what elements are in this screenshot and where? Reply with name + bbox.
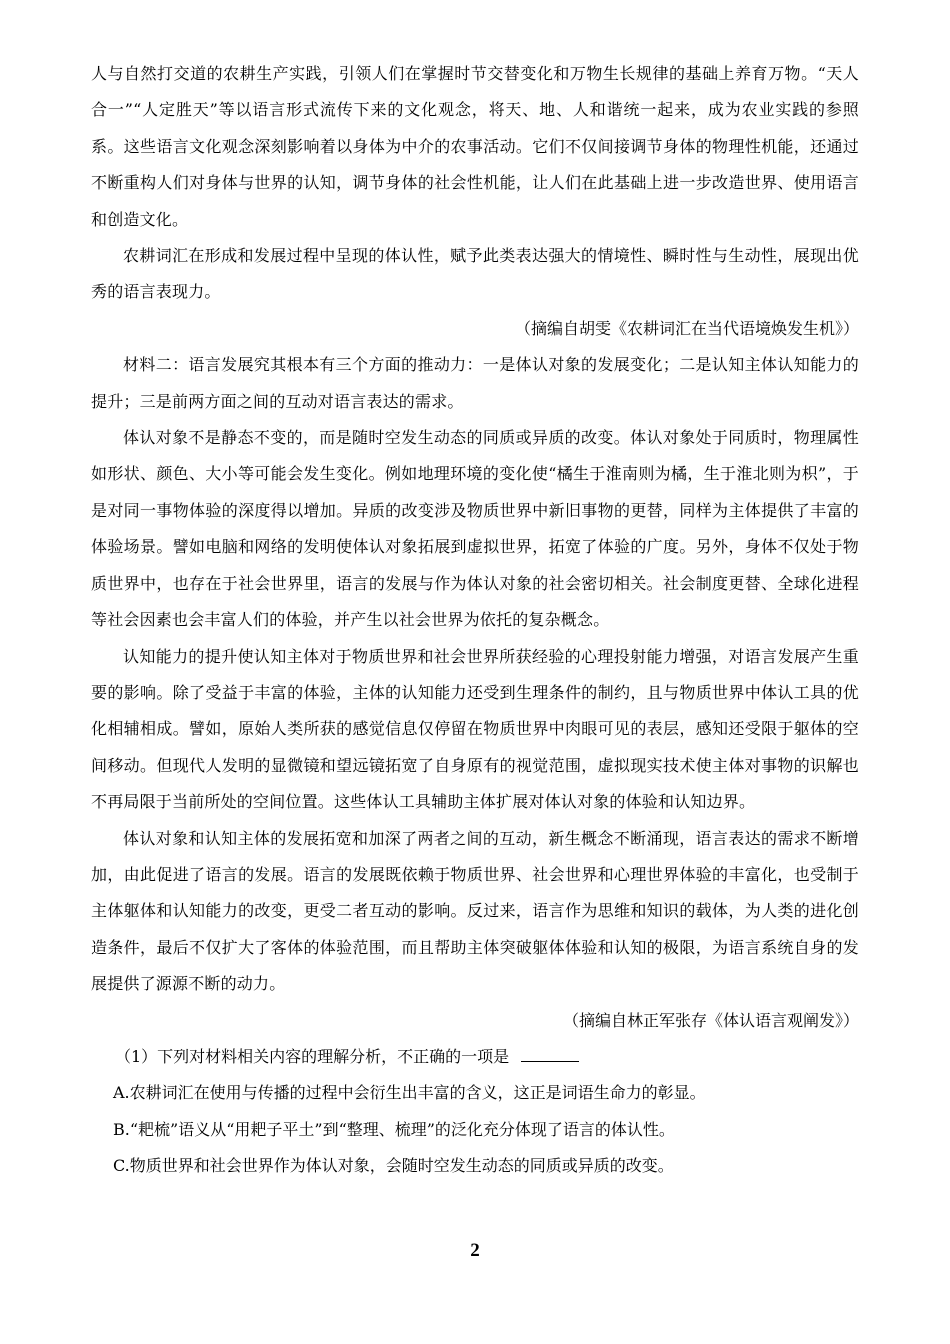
source-citation-2: （摘编自林正军张存《体认语言观阐发》） (562, 1010, 859, 1030)
answer-blank[interactable] (521, 1060, 579, 1062)
paragraph-cognitive-ability: 认知能力的提升使认知主体对于物质世界和社会世界所获经验的心理投射能力增强，对语言发展产生重要的影响。除了受益于丰富的体验，主体的认知能力还受到生理条件的制约，且与物质世界中体认工具的优化相辅相成。譬如，原始人类所获的感觉信息仅停留在物质世界中肉眼可见的表层，感知还受限于躯体的空间移动。但现代人发明的显微镜和望远镜拓宽了自身原有的视觉范围，虚拟现实技术使主体对事物的识解也不再局限于当前所处的空间位置。这些体认工具辅助主体扩展对体认对象的体验和认知边界。 (91, 646, 859, 812)
paragraph-interaction: 体认对象和认知主体的发展拓宽和加深了两者之间的互动，新生概念不断涌现，语言表达的需求不断增加，由此促进了语言的发展。语言的发展既依赖于物质世界、社会世界和心理世界体验的丰富化，也受制于主体躯体和认知能力的改变，更受二者互动的影响。反过来，语言作为思维和知识的载体，为人类的进化创造条件，最后不仅扩大了客体的体验范围，而且帮助主体突破躯体体验和认知的极限，为语言系统自身的发展提供了源源不断的动力。 (91, 828, 859, 994)
paragraph-material-two: 材料二：语言发展究其根本有三个方面的推动力：一是体认对象的发展变化；二是认知主体认知能力的提升；三是前两方面之间的互动对语言表达的需求。 (91, 355, 859, 411)
paragraph-farming-vocabulary: 农耕词汇在形成和发展过程中呈现的体认性，赋予此类表达强大的情境性、瞬时性与生动性，展现出优秀的语言表现力。 (91, 246, 859, 302)
page-number: 2 (470, 1240, 480, 1261)
option-c: C.物质世界和社会世界作为体认对象，会随时空发生动态的同质或异质的改变。 (113, 1156, 674, 1176)
document-body (91, 56, 859, 1185)
question-stem (91, 1039, 859, 1075)
option-b: B.“耙梳”语义从“用耙子平土”到“整理、梳理”的泛化充分体现了语言的体认性。 (113, 1119, 675, 1139)
paragraph-continued: 人与自然打交道的农耕生产实践，引领人们在掌握时节交替变化和万物生长规律的基础上养育万物。“天人合一”“人定胜天”等以语言形式流传下来的文化观念，将天、地、人和谐统一起来，成为农业实践的参照系。这些语言文化观念深刻影响着以身体为中介的农事活动。它们不仅间接调节身体的物理性机能，还通过不断重构人们对身体与世界的认知，调节身体的社会性机能，让人们在此基础上进一步改造世界、使用语言和创造文化。 (91, 64, 859, 229)
paragraph-cognition-object: 体认对象不是静态不变的，而是随时空发生动态的同质或异质的改变。体认对象处于同质时，物理属性如形状、颜色、大小等可能会发生变化。例如地理环境的变化使“橘生于淮南则为橘，生于淮北则为枳”，于是对同一事物体验的深度得以增加。异质的改变涉及物质世界中新旧事物的更替，同样为主体提供了丰富的体验场景。譬如电脑和网络的发明使体认对象拓展到虚拟世界，拓宽了体验的广度。另外，身体不仅处于物质世界中，也存在于社会世界里，语言的发展与作为体认对象的社会密切相关。社会制度更替、全球化进程等社会因素也会丰富人们的体验，并产生以社会世界为依托的复杂概念。 (91, 428, 859, 630)
source-citation-1: （摘编自胡雯《农耕词汇在当代语境焕发生机》） (514, 318, 859, 338)
option-a: A.农耕词汇在使用与传播的过程中会衍生出丰富的含义，这正是词语生命力的彰显。 (113, 1083, 706, 1103)
question-text: （1）下列对材料相关内容的理解分析，不正确的一项是 (115, 1046, 510, 1066)
